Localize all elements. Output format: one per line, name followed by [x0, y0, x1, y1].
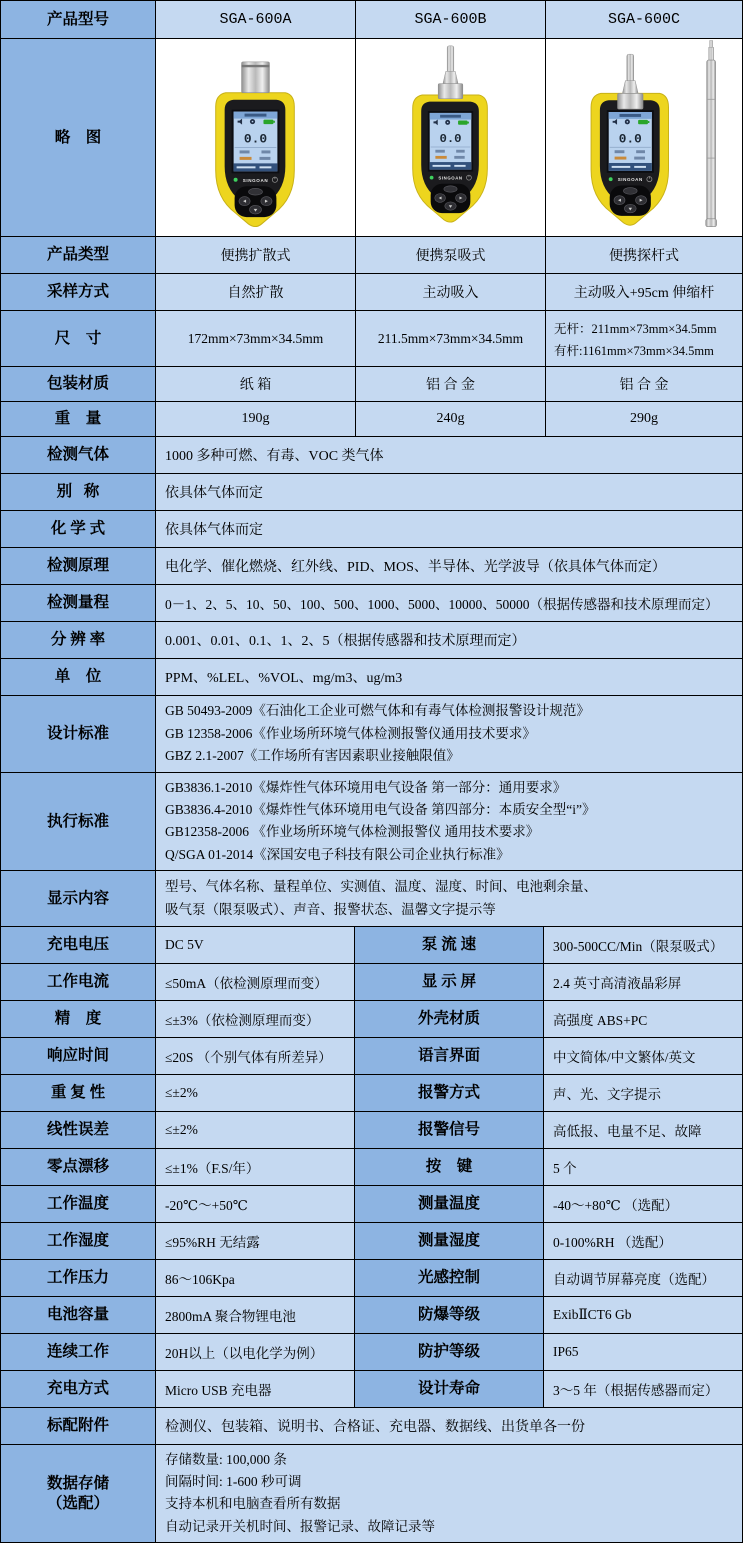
model-name-b: SGA-600B: [356, 1, 546, 39]
charging-method-design-life-row: [1, 1371, 743, 1408]
sampling-method-b: 主动吸入: [356, 274, 546, 311]
sampling-method-row: [1, 274, 743, 311]
unit-value: PPM、%LEL、%VOL、mg/m3、ug/m3: [156, 659, 743, 696]
product-image-sga-600b: [356, 39, 546, 237]
continuous-work-label: 连续工作: [1, 1334, 156, 1371]
display-content-line2: 吸气泵（限泵吸式）、声音、报警状态、温馨文字提示等: [165, 901, 496, 917]
product-type-a: 便携扩散式: [156, 237, 356, 274]
data-storage-line4: 自动记录开关机时间、报警记录、故障记录等: [165, 1518, 435, 1534]
detect-gas-value: 1000 多种可燃、有毒、VOC 类气体: [156, 437, 743, 474]
zero-drift-label: 零点漂移: [1, 1149, 156, 1186]
dimensions-b: 211.5mm×73mm×34.5mm: [356, 311, 546, 367]
product-type-label: 产品类型: [1, 237, 156, 274]
zero-drift-buttons-row: [1, 1149, 743, 1186]
charge-voltage-value: DC 5V: [156, 927, 355, 964]
dimensions-a: 172mm×73mm×34.5mm: [156, 311, 356, 367]
working-temp-measure-temp-row: [1, 1186, 743, 1223]
dimensions-row: [1, 311, 743, 367]
protection-level-value: IP65: [544, 1334, 743, 1371]
working-pressure-light-control-row: [1, 1260, 743, 1297]
pump-flow-label: 泵 流 速: [355, 927, 544, 964]
display-content-line1: 型号、气体名称、量程单位、实测值、温度、湿度、时间、电池剩余量、: [165, 878, 597, 894]
data-storage-row: [1, 1445, 743, 1543]
detection-principle-row: [1, 548, 743, 585]
data-storage-line2: 间隔时间: 1-600 秒可调: [165, 1474, 302, 1490]
sampling-method-a: 自然扩散: [156, 274, 356, 311]
measure-temp-value: -40～+80℃ （选配）: [544, 1186, 743, 1223]
explosion-proof-label: 防爆等级: [355, 1297, 544, 1334]
design-standard-line2: GB 12358-2006《作业场所环境气体检测报警仪通用技术要求》: [165, 725, 536, 741]
charge-voltage-pump-flow-row: [1, 927, 743, 964]
sketch-row-label: 略 图: [1, 39, 156, 237]
detect-gas-row: [1, 437, 743, 474]
design-standard-line3: GBZ 2.1-2007《工作场所有害因素职业接触限值》: [165, 748, 460, 764]
linearity-alarm-signal-row: [1, 1112, 743, 1149]
working-temp-value: -20℃～+50℃: [156, 1186, 355, 1223]
measure-humidity-label: 测量湿度: [355, 1223, 544, 1260]
product-type-b: 便携泵吸式: [356, 237, 546, 274]
continuous-work-value: 20H以上（以电化学为例）: [156, 1334, 355, 1371]
product-type-row: [1, 237, 743, 274]
measure-temp-label: 测量温度: [355, 1186, 544, 1223]
measure-humidity-value: 0-100%RH （选配）: [544, 1223, 743, 1260]
protection-level-label: 防护等级: [355, 1334, 544, 1371]
charge-voltage-label: 充电电压: [1, 927, 156, 964]
data-storage-label-line1: 数据存储: [46, 1475, 109, 1493]
light-control-value: 自动调节屏幕亮度（选配）: [544, 1260, 743, 1297]
packaging-a: 纸 箱: [156, 367, 356, 402]
sampling-method-label: 采样方式: [1, 274, 156, 311]
model-name-c: SGA-600C: [546, 1, 743, 39]
repeatability-value: ≤±2%: [156, 1075, 355, 1112]
chemical-formula-row: [1, 511, 743, 548]
response-time-value: ≤20S （个别气体有所差异）: [156, 1038, 355, 1075]
repeatability-alarm-mode-row: [1, 1075, 743, 1112]
detection-range-row: [1, 585, 743, 622]
dimensions-c-line1: 无杆：211mm×73mm×34.5mm: [554, 321, 717, 336]
execution-standard-row: [1, 773, 743, 871]
display-screen-value: 2.4 英寸高清液晶彩屏: [544, 964, 743, 1001]
packaging-b: 铝 合 金: [356, 367, 546, 402]
accessories-label: 标配附件: [1, 1408, 156, 1445]
pump-flow-value: 300-500CC/Min（限泵吸式）: [544, 927, 743, 964]
execution-standard-label: 执行标准: [1, 773, 156, 871]
working-humidity-value: ≤95%RH 无结露: [156, 1223, 355, 1260]
alarm-signal-value: 高低报、电量不足、故障: [544, 1112, 743, 1149]
working-humidity-measure-humidity-row: [1, 1223, 743, 1260]
alarm-signal-label: 报警信号: [355, 1112, 544, 1149]
alarm-mode-value: 声、光、文字提示: [544, 1075, 743, 1112]
product-image-sga-600c: [546, 39, 743, 237]
battery-capacity-label: 电池容量: [1, 1297, 156, 1334]
response-time-language-row: [1, 1038, 743, 1075]
shell-material-value: 高强度 ABS+PC: [544, 1001, 743, 1038]
alias-label: 别 称: [1, 474, 156, 511]
product-model-row: [1, 1, 743, 39]
packaging-row: [1, 367, 743, 402]
response-time-label: 响应时间: [1, 1038, 156, 1075]
language-label: 语言界面: [355, 1038, 544, 1075]
design-standard-value: [156, 696, 743, 773]
weight-b: 240g: [356, 402, 546, 437]
resolution-label: 分 辨 率: [1, 622, 156, 659]
accessories-value: 检测仪、包装箱、说明书、合格证、充电器、数据线、出货单各一份: [156, 1408, 743, 1445]
display-content-row: [1, 871, 743, 927]
alias-value: 依具体气体而定: [156, 474, 743, 511]
dimensions-label: 尺 寸: [1, 311, 156, 367]
alias-row: [1, 474, 743, 511]
design-life-value: 3～5 年（根据传感器而定）: [544, 1371, 743, 1408]
sampling-method-c: 主动吸入+95cm 伸缩杆: [546, 274, 743, 311]
chemical-formula-label: 化 学 式: [1, 511, 156, 548]
execution-standard-line2: GB3836.4-2010《爆炸性气体环境用电气设备 第四部分：本质安全型“i”》: [165, 802, 596, 818]
product-image-sga-600a: [156, 39, 356, 237]
display-content-label: 显示内容: [1, 871, 156, 927]
design-standard-line1: GB 50493-2009《石油化工企业可燃气体和有毒气体检测报警设计规范》: [165, 703, 590, 719]
battery-capacity-explosion-proof-row: [1, 1297, 743, 1334]
explosion-proof-value: ExibⅡCT6 Gb: [544, 1297, 743, 1334]
charging-method-label: 充电方式: [1, 1371, 156, 1408]
accessories-row: [1, 1408, 743, 1445]
working-humidity-label: 工作湿度: [1, 1223, 156, 1260]
chemical-formula-value: 依具体气体而定: [156, 511, 743, 548]
execution-standard-line3: GB12358-2006 《作业场所环境气体检测报警仪 通用技术要求》: [165, 824, 540, 840]
detection-principle-label: 检测原理: [1, 548, 156, 585]
dimensions-c: [546, 311, 743, 367]
detection-range-label: 检测量程: [1, 585, 156, 622]
data-storage-line3: 支持本机和电脑查看所有数据: [165, 1496, 341, 1512]
weight-a: 190g: [156, 402, 356, 437]
charging-method-value: Micro USB 充电器: [156, 1371, 355, 1408]
product-type-c: 便携探杆式: [546, 237, 743, 274]
detection-range-value: 0－1、2、5、10、50、100、500、1000、5000、10000、50000（根据传感器和技术原理而定）: [156, 585, 743, 622]
repeatability-label: 重 复 性: [1, 1075, 156, 1112]
accuracy-label: 精 度: [1, 1001, 156, 1038]
working-temp-label: 工作温度: [1, 1186, 156, 1223]
working-pressure-value: 86～106Kpa: [156, 1260, 355, 1297]
battery-capacity-value: 2800mA 聚合物锂电池: [156, 1297, 355, 1334]
execution-standard-line4: Q/SGA 01-2014《深国安电子科技有限公司企业执行标准》: [165, 846, 510, 862]
data-storage-label: [1, 1445, 156, 1543]
display-screen-label: 显 示 屏: [355, 964, 544, 1001]
execution-standard-line1: GB3836.1-2010《爆炸性气体环境用电气设备 第一部分：通用要求》: [165, 780, 567, 796]
unit-row: [1, 659, 743, 696]
data-storage-label-line2: （选配）: [46, 1494, 109, 1512]
buttons-value: 5 个: [544, 1149, 743, 1186]
working-current-display-screen-row: [1, 964, 743, 1001]
sketch-row: [1, 39, 743, 237]
light-control-label: 光感控制: [355, 1260, 544, 1297]
continuous-work-protection-level-row: [1, 1334, 743, 1371]
weight-label: 重 量: [1, 402, 156, 437]
language-value: 中文简体/中文繁体/英文: [544, 1038, 743, 1075]
accuracy-shell-material-row: [1, 1001, 743, 1038]
resolution-row: [1, 622, 743, 659]
data-storage-value: [156, 1445, 743, 1543]
zero-drift-value: ≤±1%（F.S/年）: [156, 1149, 355, 1186]
execution-standard-value: [156, 773, 743, 871]
alarm-mode-label: 报警方式: [355, 1075, 544, 1112]
data-storage-line1: 存储数量: 100,000 条: [165, 1452, 287, 1468]
design-life-label: 设计寿命: [355, 1371, 544, 1408]
shell-material-label: 外壳材质: [355, 1001, 544, 1038]
working-pressure-label: 工作压力: [1, 1260, 156, 1297]
linearity-value: ≤±2%: [156, 1112, 355, 1149]
buttons-label: 按 键: [355, 1149, 544, 1186]
model-row-label: 产品型号: [1, 1, 156, 39]
display-content-value: [156, 871, 743, 927]
packaging-c: 铝 合 金: [546, 367, 743, 402]
weight-row: [1, 402, 743, 437]
dimensions-c-line2: 有杆:1161mm×73mm×34.5mm: [554, 343, 714, 358]
design-standard-row: [1, 696, 743, 773]
packaging-label: 包装材质: [1, 367, 156, 402]
weight-c: 290g: [546, 402, 743, 437]
detect-gas-label: 检测气体: [1, 437, 156, 474]
model-name-a: SGA-600A: [156, 1, 356, 39]
working-current-label: 工作电流: [1, 964, 156, 1001]
design-standard-label: 设计标准: [1, 696, 156, 773]
linearity-label: 线性误差: [1, 1112, 156, 1149]
accuracy-value: ≤±3%（依检测原理而变）: [156, 1001, 355, 1038]
working-current-value: ≤50mA（依检测原理而变）: [156, 964, 355, 1001]
unit-label: 单 位: [1, 659, 156, 696]
resolution-value: 0.001、0.01、0.1、1、2、5（根据传感器和技术原理而定）: [156, 622, 743, 659]
detection-principle-value: 电化学、催化燃烧、红外线、PID、MOS、半导体、光学波导（依具体气体而定）: [156, 548, 743, 585]
